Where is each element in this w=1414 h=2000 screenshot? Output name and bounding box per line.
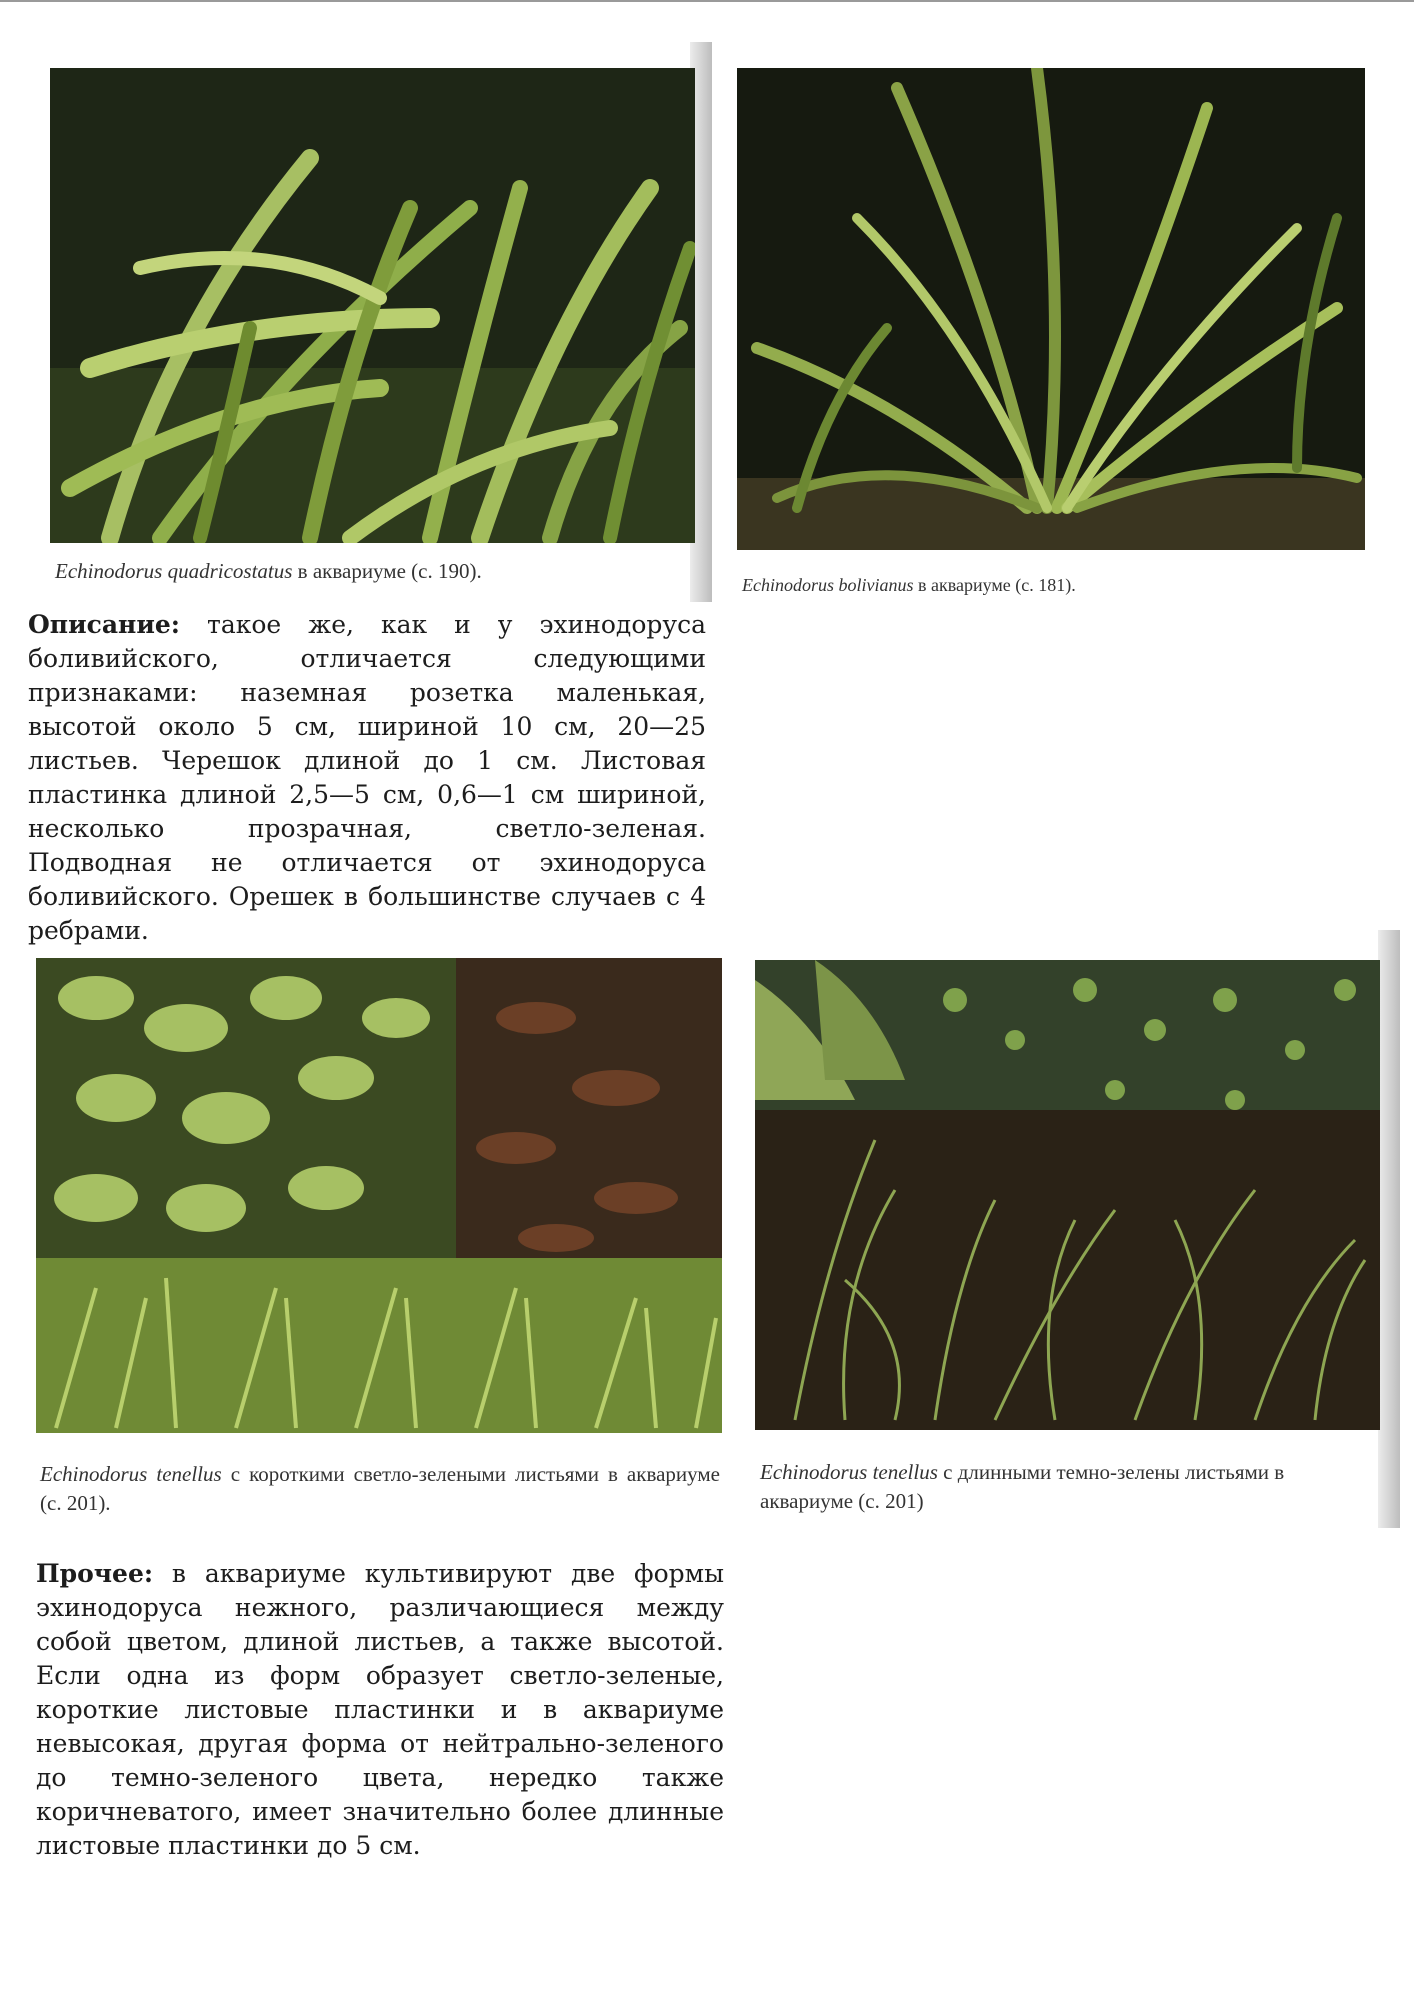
other-label: Прочее: (36, 1559, 154, 1588)
page-gutter-shadow (1378, 930, 1400, 1528)
other-text: в аквариуме культивируют две формы эхинодоруса нежного, различающиеся между собой цветом, длиной листьев, а также высотой. Если одна из форм образует светло-зеленые, короткие листовые пластинки и в аквариуме невысокая, другая форма от нейтрально-зеленого до темно-зеленого цвета, нередко также коричневатого, имеет значительно более длинные листовые пластинки до 5 см. (36, 1559, 724, 1860)
other-paragraph (36, 1557, 724, 1863)
photo-echinodorus-tenellus-short-leaves (36, 958, 722, 1433)
photo-echinodorus-quadricostatus (50, 68, 695, 543)
caption-bottom-right (760, 1458, 1380, 1517)
photo-echinodorus-tenellus-long-leaves (755, 960, 1380, 1430)
page-top-rule (0, 0, 1414, 2)
description-text: такое же, как и у эхинодоруса боливийского, отличается следующими признаками: наземная розетка маленькая, высотой около 5 см, шириной 10 см, 20—25 листьев. Черешок длиной до 1 см. Листовая пластинка длиной 2,5—5 см, 0,6—1 см шириной, несколько прозрачная, светло-зеленая. Подводная не отличается от эхинодоруса боливийского. Орешек в большинстве случаев с 4 ребрами. (28, 610, 706, 945)
photo-echinodorus-bolivianus (737, 68, 1365, 550)
caption-bottom-left (40, 1460, 720, 1519)
caption-text: с короткими светло-зелеными листьями в аквариуме (с. 201). (40, 1462, 720, 1516)
caption-species: Echinodorus quadricostatus (55, 559, 293, 583)
caption-top-right (742, 573, 1362, 598)
caption-text: с длинными темно-зелены листьями в аквариуме (с. 201) (760, 1460, 1285, 1514)
caption-species: Echinodorus tenellus (40, 1462, 222, 1486)
caption-text: в аквариуме (с. 181). (913, 575, 1076, 595)
caption-text: в аквариуме (с. 190). (292, 559, 482, 583)
description-paragraph (28, 608, 706, 948)
description-label: Описание: (28, 610, 181, 639)
caption-species: Echinodorus tenellus (760, 1460, 938, 1484)
caption-top-left (55, 557, 695, 586)
caption-species: Echinodorus bolivianus (742, 575, 914, 595)
